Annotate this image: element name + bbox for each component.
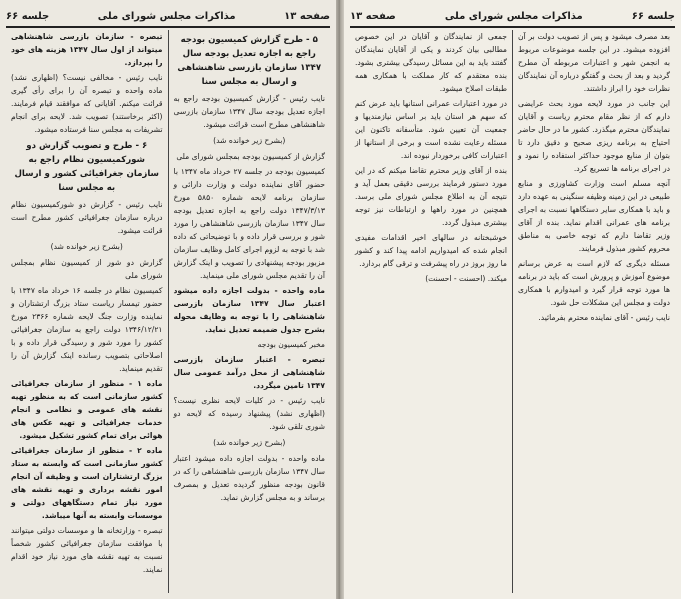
right-page-columns [350,30,675,593]
reading-note: (بشرح زیر خوانده شد) [50,242,123,251]
paragraph: تبصره - وزارتخانه ها و موسسات دولتی میتوانند با موافقت سازمان جغرافیائی کشور شخصاً نسبت به تهیه نقشه های مورد نیاز خود اقدام نمایند. [11,526,163,574]
paragraph: تبصره - اعتبار سازمان بازرسی شاهنشاهی از محل درآمد عمومی سال ۱۳۴۷ تامین میگردد. [173,355,325,390]
section-heading: ۶ - طرح و تصویب گزارش دو شورکمیسیون نظام راجع به سازمان جغرافیائی کشور و ارسال به مجلس سنا [14,141,160,193]
right-page-session: جلسه ۶۶ [631,10,675,22]
left-page-columns [6,30,330,593]
paragraph: نایب رئیس - مخالفی نیست؟ (اظهاری نشد) ماده واحده و تبصره آن را برای رأی گیری قرائت میکنم. آقایانی که موافقند قیام فرمایند. (اکثر برخاستند) تصویب شد. لایحه برای انجام تشریفات به مجلس سنا فرستاده میشود. [11,73,163,134]
paragraph: ماده ۲ - منظور از سازمان جغرافیائی کشور سازمانی است که وابسته به ستاد بزرگ ارتشتاران است و وظیفه آن انجام امور نقشه برداری و تهیه نقشه های مورد نیاز تمام دستگاههای دولتی و موسسات وابسته به آنها میباشد. [11,446,163,520]
right-page [344,0,681,599]
section-heading: ۵ - طرح گزارش کمیسیون بودجه راجع به اجازه تعدیل بودجه سال ۱۳۴۷ سازمان بازرسی شاهنشاهی و ارسال به مجلس سنا [177,35,322,87]
paragraph: ماده واحده - بدولت اجازه داده میشود اعتبار سال ۱۳۴۷ سازمان بازرسی شاهنشاهی را با توجه به وظایف محوله بشرح جدول ضمیمه تعدیل نماید. [173,286,325,334]
reading-note: (بشرح زیر خوانده شد) [213,438,286,447]
paragraph: میکند. (احسنت - احسنت) [425,274,507,283]
paragraph: بنده از آقای وزیر محترم تقاضا میکنم که در این مورد دستور فرمایند بررسی دقیقی بعمل آید و نتیجه آن به اطلاع مجلس شورای ملی برسد. همچنین در مورد راهها و ارتباطات نیز توجه بیشتری مبذول گردد. [355,166,507,227]
paragraph: کمیسیون بودجه در جلسه ۲۷ خرداد ماه ۱۳۴۷ با حضور آقای نماینده دولت و وزارت دارائی و سازمان برنامه لایحه شماره ۵۸۵۰ مورخ ۱۳۴۷/۳/۱۳ دولت راجع به اجازه تعدیل بودجه سال ۱۳۴۷ سازمان بازرسی شاهنشاهی را مورد شور و بررسی قرار داده و با توضیحاتی که داده شد با توجه به لزوم اجرای کامل وظایف سازمان مزبور بودجه پیشنهادی را تصویب و اینک گزارش آن را تقدیم مجلس شورای ملی مینماید. [173,167,325,280]
right-page-header [350,6,675,28]
paragraph: در مورد اعتبارات عمرانی استانها باید عرض کنم که سهم هر استان باید بر اساس نیازمندیها و جمعیت آن تعیین شود. متأسفانه تاکنون این مسئله رعایت نشده است و برخی از استانها از اعتبارات کافی برخوردار نبوده اند. [355,99,507,160]
paragraph: ماده واحده - بدولت اجازه داده میشود اعتبار سال ۱۳۴۷ سازمان بازرسی شاهنشاهی را که در قانون بودجه منظور گردیده تعدیل و بمصرف برساند و به مجلس گزارش نماید. [173,454,325,502]
reading-note: (بشرح زیر خوانده شد) [213,136,286,145]
left-page-number: صفحه ۱۳ [284,10,330,22]
paragraph: نایب رئیس - آقای نماینده محترم بفرمائید. [538,313,670,322]
right-page-right-column [513,30,675,593]
paragraph: گزارش دو شور از کمیسیون نظام بمجلس شورای ملی [11,258,163,280]
left-page-title: مذاکرات مجلس شورای ملی [97,10,236,22]
paragraph: خوشبختانه در سالهای اخیر اقدامات مفیدی انجام شده که امیدواریم ادامه پیدا کند و کشور ما روز بروز در راه پیشرفت و ترقی گام بردارد. [355,233,507,268]
paragraph: بعد مصرف میشود و پس از تصویب دولت بر آن افزوده میشود. در این جلسه موضوعات مربوط به انجمن شهر و اعتبارات مربوطه آن مطرح گردید و بعد از بحث و گفتگو درباره آن نمایندگان نظرات خود را ابراز داشتند. [518,32,670,93]
right-page-number: صفحه ۱۳ [350,10,396,22]
paragraph: گزارش از کمیسیون بودجه بمجلس شورای ملی [176,152,325,161]
book-gutter [336,0,344,599]
right-page-left-column [350,30,513,593]
paragraph: نایب رئیس - گزارش دو شورکمیسیون نظام درباره سازمان جغرافیائی کشور مطرح است قرائت میشود. [11,200,163,235]
left-page-header [6,6,330,28]
left-page-right-column [169,30,331,593]
right-page-title: مذاکرات مجلس شورای ملی [444,10,583,22]
paragraph: کمیسیون نظام در جلسه ۱۶ خرداد ماه ۱۳۴۷ با حضور تیمسار ریاست ستاد بزرگ ارتشتاران و نماینده وزارت جنگ لایحه شماره ۲۳۶۶ مورخ ۱۳۴۶/۱۲/۲۱ دولت راجع به سازمان جغرافیائی کشور را مورد شور و رسیدگی قرار داده و با اصلاحاتی بتصویب رسانده اینک گزارش آن را تقدیم مینماید. [11,286,163,373]
paragraph: ماده ۱ - منظور از سازمان جغرافیائی کشور سازمانی است که به منظور تهیه نقشه های عمومی و نظامی و انجام خدمات جغرافیائی و تهیه عکس های هوائی برای تمام کشور تشکیل میشود. [11,379,163,440]
left-page-left-column [6,30,169,593]
paragraph: مخبر کمیسیون بودجه [257,340,325,349]
paragraph: نایب رئیس - گزارش کمیسیون بودجه راجع به اجازه تعدیل بودجه سال ۱۳۴۷ سازمان بازرسی شاهنشاهی مطرح است قرائت میشود. [173,94,325,129]
left-page-session: جلسه ۶۶ [6,10,50,22]
paragraph: آنچه مسلم است وزارت کشاورزی و منابع طبیعی در این زمینه وظیفه سنگینی به عهده دارد و باید با همکاری سایر دستگاهها نسبت به اجرای برنامه های عمرانی اقدام نماید. بنده از آقای وزیر تقاضا دارم که توجه خاصی به مناطق محروم کشور مبذول فرمایند. [518,179,670,253]
paragraph: این جانب در مورد لایحه مورد بحث عرایضی دارم که از نظر مقام محترم ریاست و آقایان نمایندگان محترم میگذرد. کشور ما در حال حاضر احتیاج به برنامه ریزی صحیح و دقیق دارد تا بتوان از منابع موجود حداکثر استفاده را نمود و در اجرای برنامه ها تسریع کرد. [518,99,670,173]
paragraph: تبصره - سازمان بازرسی شاهنشاهی میتواند از اول سال ۱۳۴۷ هزینه های خود را بپردازد. [11,32,163,67]
paragraph: جمعی از نمایندگان و آقایان در این خصوص مطالبی بیان کردند و یکی از آقایان نمایندگان گفتند باید به این مسائل رسیدگی بیشتری بشود. بنده معتقدم که کار مملکت با همکاری همه طبقات اصلاح میشود. [355,32,507,93]
paragraph: نایب رئیس - در کلیات لایحه نظری نیست؟ (اظهاری نشد) پیشنهاد رسیده که لایحه دو شوری تلقی شود. [173,396,325,431]
left-page [0,0,336,599]
paragraph: مسئله دیگری که لازم است به عرض برسانم موضوع آموزش و پرورش است که باید در برنامه ها مورد توجه قرار گیرد و امیدوارم با همکاری دولت و مجلس این مشکلات حل شود. [518,259,670,307]
